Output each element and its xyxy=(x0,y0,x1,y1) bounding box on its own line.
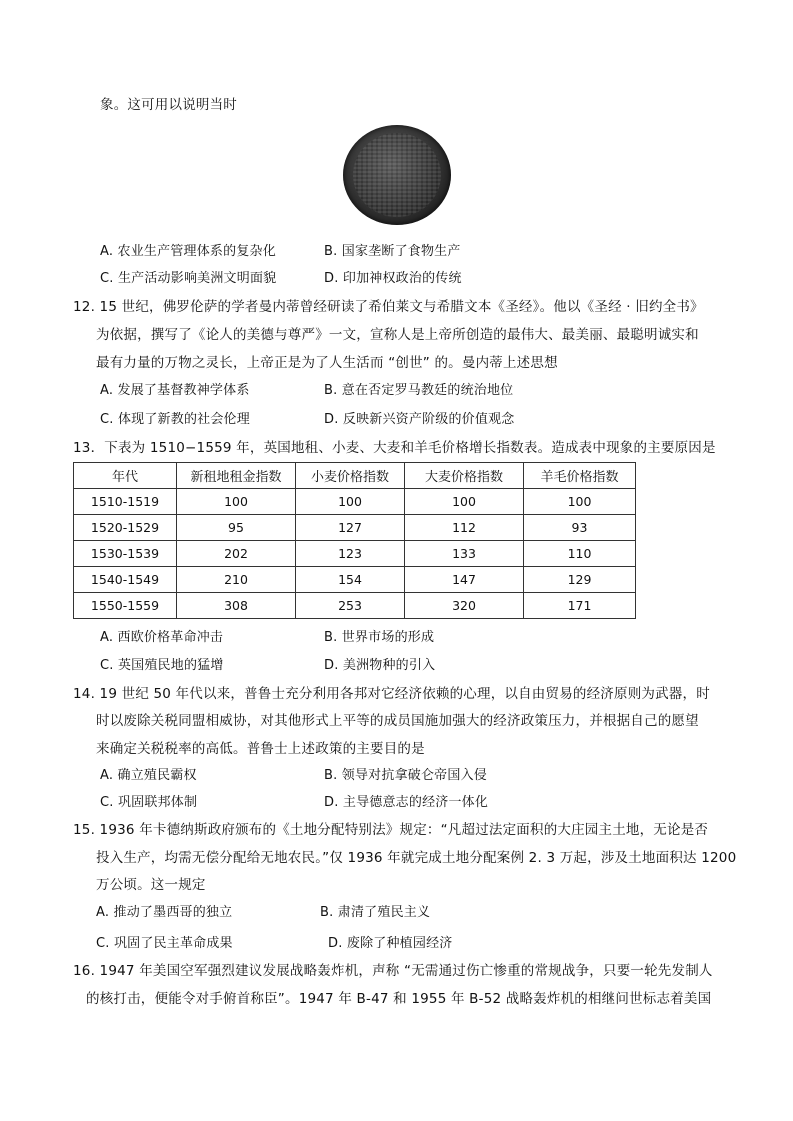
table-cell: 1540-1549 xyxy=(74,567,177,593)
q14-stem-line-2: 时以废除关税同盟相威协，对其他形式上平等的成员国施加强大的经济政策压力，并根据自己的愿望 xyxy=(96,713,699,729)
q14-option-b: B. 领导对抗拿破仑帝国入侵 xyxy=(324,768,487,783)
q12-option-a: A. 发展了基督教神学体系 xyxy=(100,383,250,398)
q12-option-d: D. 反映新兴资产阶级的价值观念 xyxy=(324,412,515,427)
table-cell: 100 xyxy=(296,489,405,515)
table-row xyxy=(74,515,636,541)
table-row xyxy=(74,593,636,619)
q13-option-a: A. 西欧价格革命冲击 xyxy=(100,630,224,645)
table-cell: 123 xyxy=(296,541,405,567)
q16-stem-line-2: 的核打击，便能令对手俯首称臣”。1947 年 B-47 和 1955 年 B-52 战略轰炸机的相继问世标志着美国 xyxy=(86,991,712,1007)
table-cell: 202 xyxy=(177,541,296,567)
table-cell: 308 xyxy=(177,593,296,619)
table-cell: 112 xyxy=(405,515,524,541)
q14-stem-line-1: 14. 19 世纪 50 年代以来，普鲁士充分利用各邦对它经济依赖的心理，以自由贸易的经济原则为武器，时 xyxy=(73,686,710,702)
q11-option-c: C. 生产活动影响美洲文明面貌 xyxy=(100,271,277,286)
table-cell: 210 xyxy=(177,567,296,593)
table-cell: 1510-1519 xyxy=(74,489,177,515)
table-cell: 95 xyxy=(177,515,296,541)
table-header-cell: 年代 xyxy=(74,463,177,489)
q13-option-c: C. 英国殖民地的猛增 xyxy=(100,658,224,673)
q11-stem-tail: 象。这可用以说明当时 xyxy=(100,97,237,113)
q12-stem-line-2: 为依据，撰写了《论人的美德与尊严》一文，宣称人是上帝所创造的最伟大、最美丽、最聪明诚实和 xyxy=(96,327,699,343)
table-cell: 171 xyxy=(524,593,636,619)
table-cell: 100 xyxy=(177,489,296,515)
table-row xyxy=(74,541,636,567)
q15-option-a: A. 推动了墨西哥的独立 xyxy=(96,905,233,920)
q14-stem-line-3: 来确定关税税率的高低。普鲁士上述政策的主要目的是 xyxy=(96,741,425,757)
q15-stem-line-1: 15. 1936 年卡德纳斯政府颁布的《土地分配特别法》规定：“凡超过法定面积的大庄园主土地，无论是否 xyxy=(73,822,709,838)
table-cell: 253 xyxy=(296,593,405,619)
q15-option-c: C. 巩固了民主革命成果 xyxy=(96,936,233,951)
artifact-image xyxy=(343,125,451,225)
table-cell: 93 xyxy=(524,515,636,541)
table-header-row xyxy=(74,463,636,489)
q15-option-d: D. 废除了种植园经济 xyxy=(328,936,453,951)
q15-stem-line-3: 万公顷。这一规定 xyxy=(96,877,206,893)
price-index-table xyxy=(73,462,636,619)
table-header-cell: 小麦价格指数 xyxy=(296,463,405,489)
q14-option-d: D. 主导德意志的经济一体化 xyxy=(324,795,489,810)
q14-option-a: A. 确立殖民霸权 xyxy=(100,768,197,783)
table-cell: 147 xyxy=(405,567,524,593)
q12-stem-line-1: 12. 15 世纪，佛罗伦萨的学者曼内蒂曾经研读了希伯莱文与希腊文本《圣经》。他以《圣经 · 旧约全书》 xyxy=(73,299,704,315)
table-cell: 100 xyxy=(405,489,524,515)
q16-stem-line-1: 16. 1947 年美国空军强烈建议发展战略轰炸机，声称 “无需通过伤亡惨重的常规战争，只要一轮先发制人 xyxy=(73,963,713,979)
table-header-cell: 羊毛价格指数 xyxy=(524,463,636,489)
q15-stem-line-2: 投入生产，均需无偿分配给无地农民。”仅 1936 年就完成土地分配案例 2. 3 万起，涉及土地面积达 1200 xyxy=(96,850,737,866)
q12-stem-line-3: 最有力量的万物之灵长，上帝正是为了人生活而 “创世” 的。曼内蒂上述思想 xyxy=(96,355,558,371)
q12-option-b: B. 意在否定罗马教廷的统治地位 xyxy=(324,383,514,398)
table-cell: 320 xyxy=(405,593,524,619)
q15-option-b: B. 肃清了殖民主义 xyxy=(320,905,431,920)
q14-option-c: C. 巩固联邦体制 xyxy=(100,795,198,810)
table-header-cell: 大麦价格指数 xyxy=(405,463,524,489)
q11-option-d: D. 印加神权政治的传统 xyxy=(324,271,462,286)
table-cell: 1550-1559 xyxy=(74,593,177,619)
table-cell: 127 xyxy=(296,515,405,541)
table-cell: 1520-1529 xyxy=(74,515,177,541)
q13-option-d: D. 美洲物种的引入 xyxy=(324,658,436,673)
table-cell: 129 xyxy=(524,567,636,593)
table-row xyxy=(74,489,636,515)
table-header-cell: 新租地租金指数 xyxy=(177,463,296,489)
table-cell: 1530-1539 xyxy=(74,541,177,567)
q13-option-b: B. 世界市场的形成 xyxy=(324,630,435,645)
q12-option-c: C. 体现了新教的社会伦理 xyxy=(100,412,250,427)
table-cell: 100 xyxy=(524,489,636,515)
q11-option-a: A. 农业生产管理体系的复杂化 xyxy=(100,244,276,259)
table-cell: 133 xyxy=(405,541,524,567)
table-cell: 110 xyxy=(524,541,636,567)
q11-option-b: B. 国家垄断了食物生产 xyxy=(324,244,461,259)
q13-stem: 13．下表为 1510−1559 年，英国地租、小麦、大麦和羊毛价格增长指数表。造成表中现象的主要原因是 xyxy=(73,440,716,456)
table-cell: 154 xyxy=(296,567,405,593)
table-row xyxy=(74,567,636,593)
